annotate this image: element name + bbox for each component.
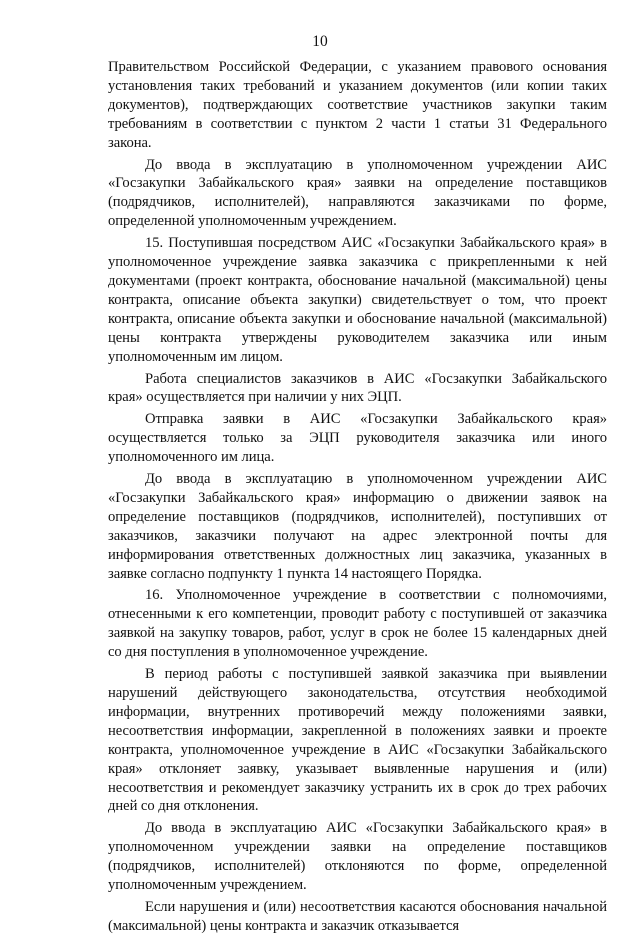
paragraph-sending-request: Отправка заявки в АИС «Госзакупки Забайкальского края» осуществляется только за ЭЦП руководителя заказчика или иного уполномоченного им лица. (108, 411, 607, 466)
document-body (108, 58, 607, 936)
page-number: 10 (312, 33, 328, 50)
paragraph-item-16: 16. Уполномоченное учреждение в соответствии с полномочиями, отнесенными к его компетенции, проводит работу с поступившей от заказчика заявкой на закупку товаров, работ, услуг в срок не более 15 календарных дней со дня поступления в уполномоченное учреждение. (108, 587, 607, 661)
paragraph-pre-launch-notifications: До ввода в эксплуатацию в уполномоченном учреждении АИС «Госзакупки Забайкальского края» информацию о движении заявок на определение поставщиков (подрядчиков, исполнителей), поступивших от заказчиков, заказчики получают на адрес электронной почты для информирования ответственных должностных лиц заказчика, указанных в заявке согласно подпункту 1 пункта 14 настоящего Порядка. (108, 471, 607, 582)
paragraph-rejection-rules: В период работы с поступившей заявкой заказчика при выявлении нарушений действующего законодательства, отсутствия необходимой информации, внутренних противоречий между положениями заявки, несоответствия информации, закрепленной в положениях заявки и проекте контракта, уполномоченное учреждение в АИС «Госзакупки Забайкальского края» отклоняет заявку, указывает выявленные нарушения и (или) несоответствия и рекомендует заказчику устранить их в срок до трех рабочих дней со дня отклонения. (108, 666, 607, 815)
paragraph-pre-launch-forms: До ввода в эксплуатацию в уполномоченном учреждении АИС «Госзакупки Забайкальского края» заявки на определение поставщиков (подрядчиков, исполнителей), направляются заказчиками по форме, определенной уполномоченным учреждением. (108, 156, 607, 230)
paragraph-item-15: 15. Поступившая посредством АИС «Госзакупки Забайкальского края» в уполномоченное учреждение заявка заказчика с прикрепленными к ней документами (проект контракта, обоснование начальной (максимальной) цены контракта, описание объекта закупки) свидетельствует о том, что проект контракта, описание объекта закупки и обоснование начальной (максимальной) цены контракта утверждены руководителем заказчика или иным уполномоченным им лицом. (108, 235, 607, 365)
paragraph-specialists-ecp: Работа специалистов заказчиков в АИС «Госзакупки Забайкальского края» осуществляется при наличии у них ЭЦП. (108, 370, 607, 406)
paragraph-price-violations: Если нарушения и (или) несоответствия касаются обоснования начальной (максимальной) цены контракта и заказчик отказывается (108, 898, 607, 934)
paragraph-pre-launch-rejection: До ввода в эксплуатацию АИС «Госзакупки Забайкальского края» в уполномоченном учреждении заявки на определение поставщиков (подрядчиков, исполнителей) отклоняются по форме, определенной уполномоченным учреждением. (108, 820, 607, 894)
paragraph-continuation: Правительством Российской Федерации, с указанием правового основания установления таких требований и указанием документов (или копии таких документов), подтверждающих соответствие участников закупки таким требованиям в соответствии с пунктом 2 части 1 статьи 31 Федерального закона. (108, 59, 607, 151)
